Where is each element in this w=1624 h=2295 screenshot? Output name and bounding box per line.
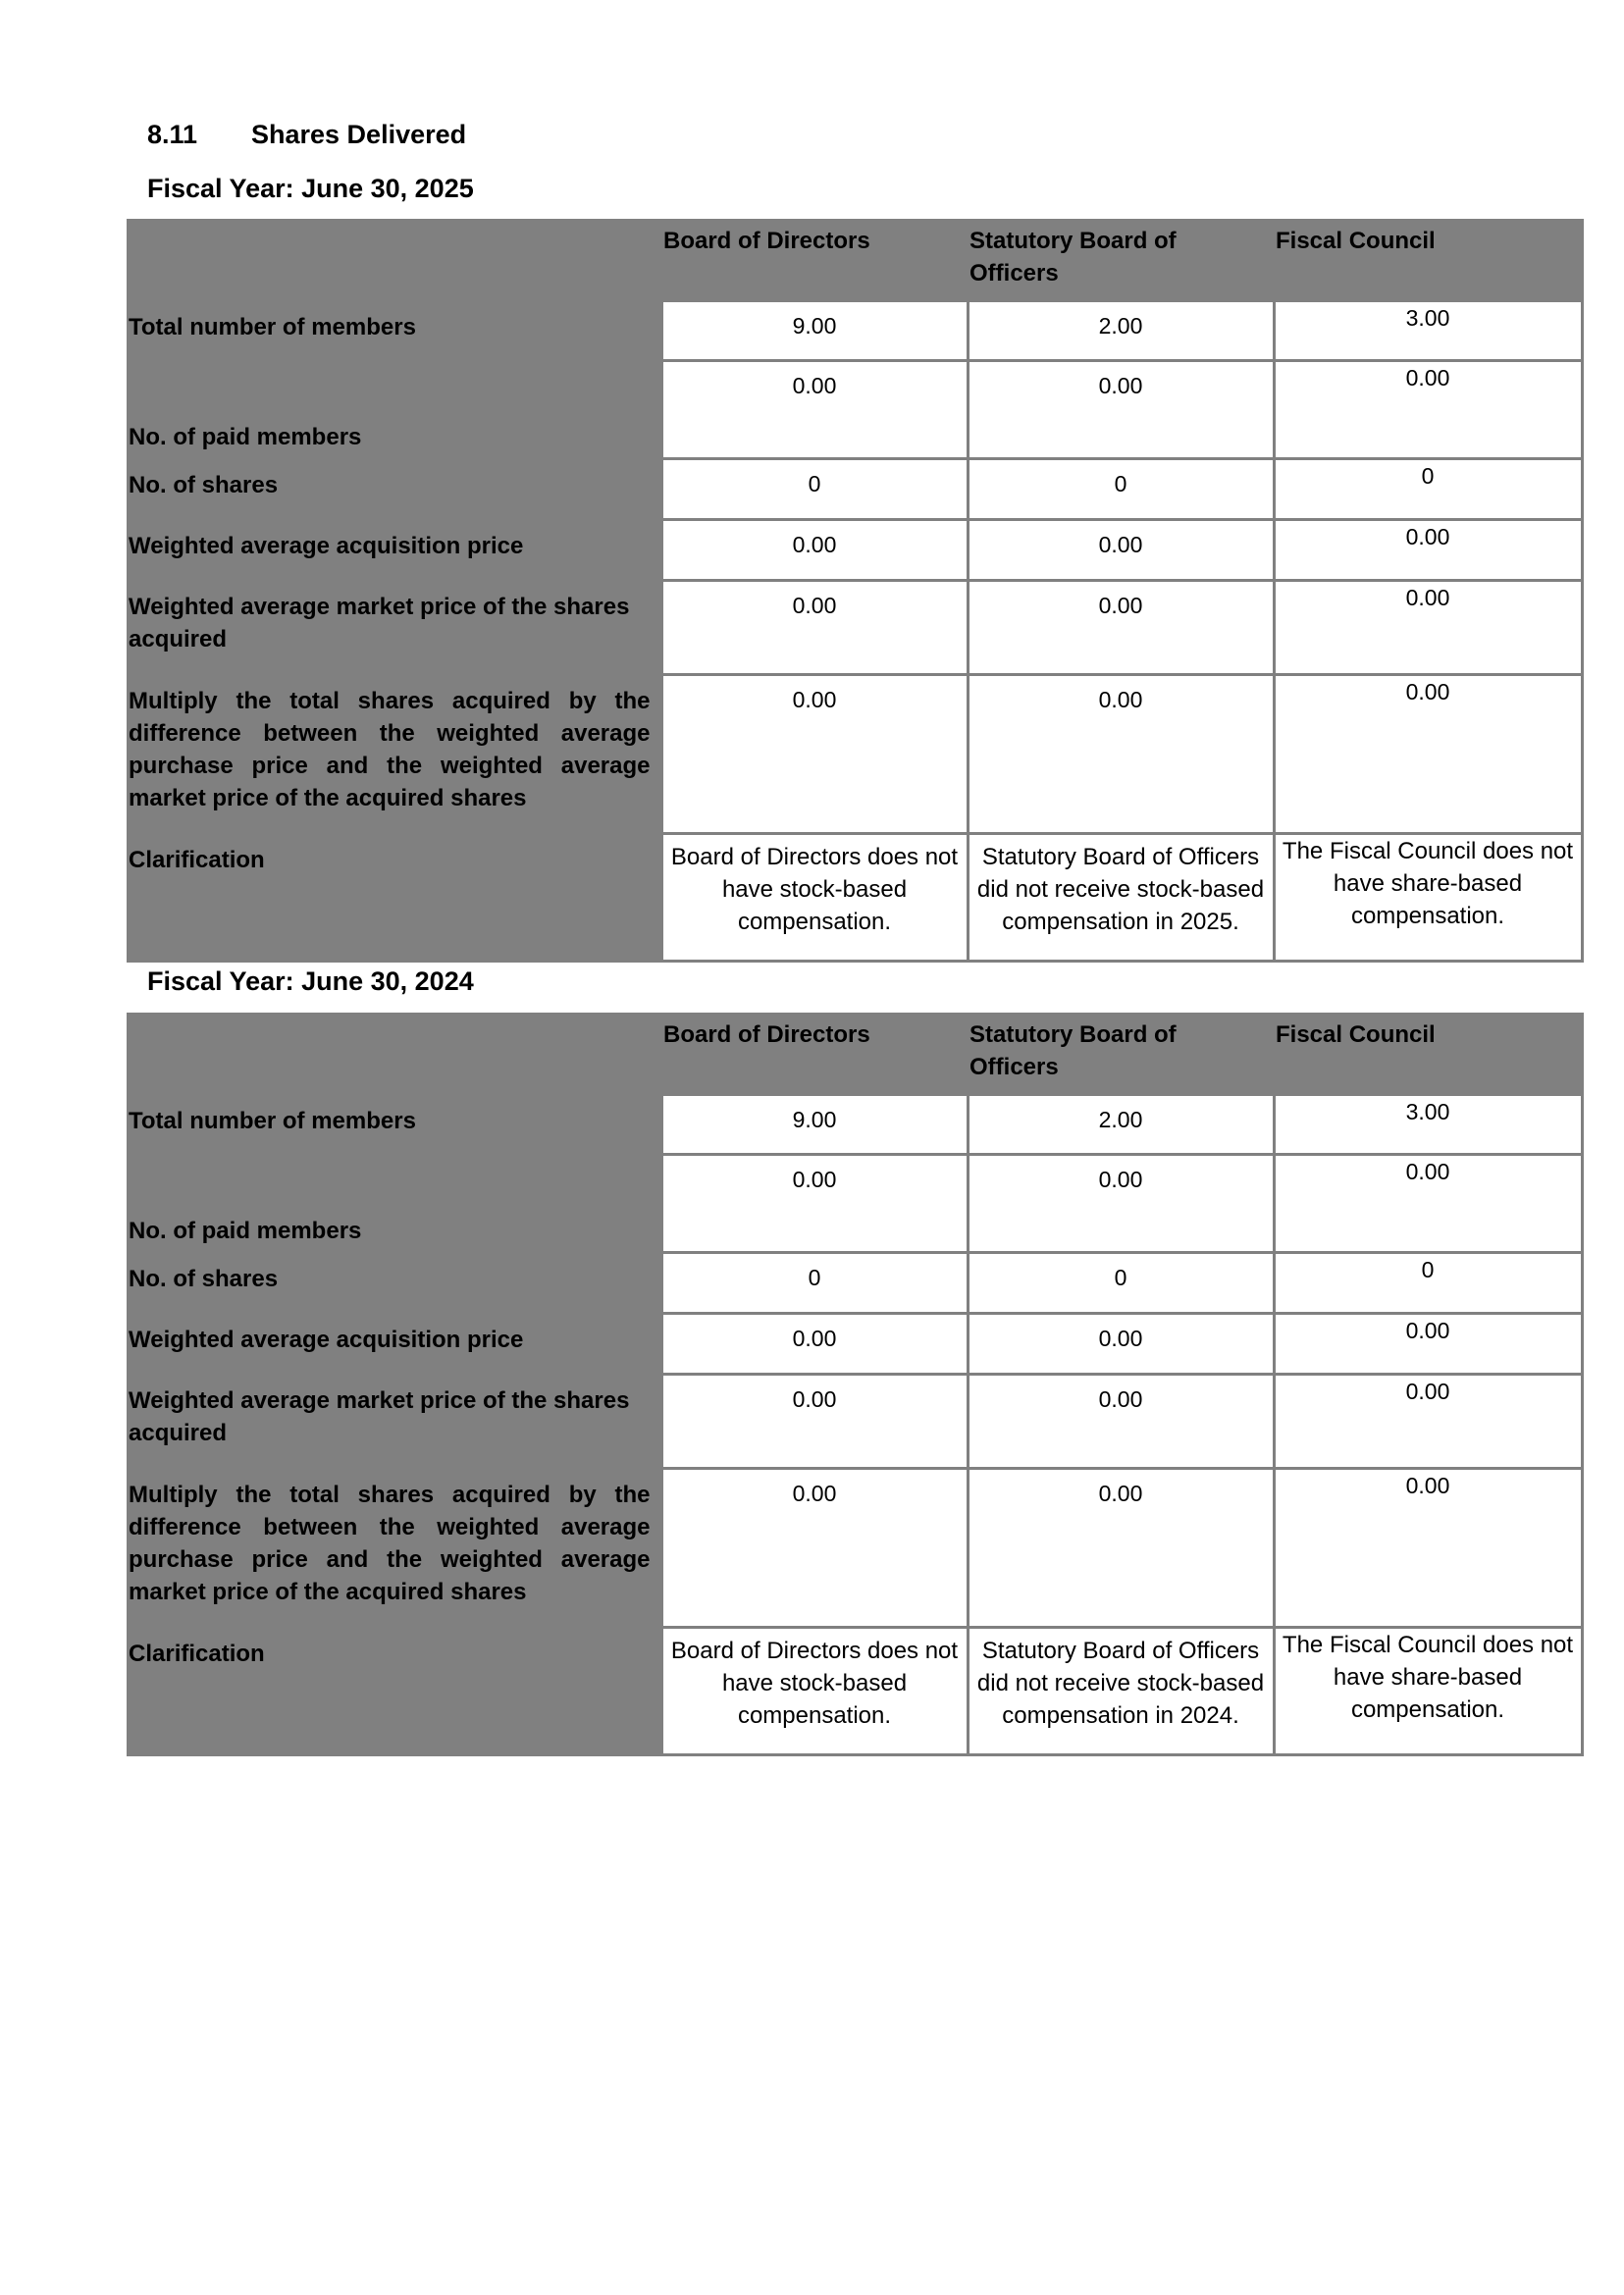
cell-value: 0.00 bbox=[968, 1314, 1274, 1375]
cell-value: 0 bbox=[968, 459, 1274, 520]
cell-value: 0.00 bbox=[1274, 675, 1582, 834]
col-header-statutory-board: Statutory Board of Officers bbox=[968, 219, 1274, 301]
table-row bbox=[127, 1253, 1582, 1314]
cell-note: Board of Directors does not have stock-based compensation. bbox=[661, 834, 968, 962]
table-row bbox=[127, 581, 1582, 675]
table-row bbox=[127, 1095, 1582, 1155]
table-row bbox=[127, 1155, 1582, 1253]
fiscal-year-title-2025: Fiscal Year: June 30, 2025 bbox=[147, 174, 474, 203]
table-row bbox=[127, 834, 1582, 962]
row-label-paid-members: No. of paid members bbox=[127, 361, 661, 459]
cell-value: 0 bbox=[661, 459, 968, 520]
cell-value: 0.00 bbox=[661, 581, 968, 675]
section-title: Shares Delivered bbox=[251, 120, 467, 149]
col-header-statutory-board: Statutory Board of Officers bbox=[968, 1013, 1274, 1095]
cell-value: 0.00 bbox=[968, 581, 1274, 675]
cell-value: 0.00 bbox=[1274, 520, 1582, 581]
cell-value: 0.00 bbox=[968, 520, 1274, 581]
cell-value: 0.00 bbox=[1274, 1375, 1582, 1469]
row-label-acq-price: Weighted average acquisition price bbox=[127, 1314, 661, 1375]
cell-value: 0.00 bbox=[661, 1469, 968, 1628]
cell-value: 0.00 bbox=[968, 1375, 1274, 1469]
cell-value: 0.00 bbox=[968, 675, 1274, 834]
row-label-clarification: Clarification bbox=[127, 1628, 661, 1755]
fiscal-year-title-2024: Fiscal Year: June 30, 2024 bbox=[147, 966, 474, 996]
cell-value: 0.00 bbox=[661, 520, 968, 581]
cell-value: 0.00 bbox=[661, 1314, 968, 1375]
cell-value: 9.00 bbox=[661, 1095, 968, 1155]
section-number: 8.11 bbox=[147, 120, 198, 149]
section-heading bbox=[147, 118, 466, 151]
cell-value: 0.00 bbox=[1274, 1155, 1582, 1253]
table-row bbox=[127, 520, 1582, 581]
cell-value: 0.00 bbox=[968, 1469, 1274, 1628]
row-label-market-price: Weighted average market price of the shares acquired bbox=[127, 1375, 661, 1469]
col-header-fiscal-council: Fiscal Council bbox=[1274, 219, 1582, 301]
cell-value: 3.00 bbox=[1274, 1095, 1582, 1155]
cell-value: 0 bbox=[1274, 459, 1582, 520]
cell-value: 2.00 bbox=[968, 1095, 1274, 1155]
row-label-acq-price: Weighted average acquisition price bbox=[127, 520, 661, 581]
header-blank bbox=[127, 1013, 661, 1095]
row-label-num-shares: No. of shares bbox=[127, 459, 661, 520]
row-label-num-shares: No. of shares bbox=[127, 1253, 661, 1314]
row-label-clarification: Clarification bbox=[127, 834, 661, 962]
cell-value: 0.00 bbox=[661, 361, 968, 459]
cell-value: 0.00 bbox=[1274, 361, 1582, 459]
table-row bbox=[127, 1314, 1582, 1375]
header-row bbox=[127, 219, 1582, 301]
row-label-multiply: Multiply the total shares acquired by the difference between the weighted average purchase price and the weighted average market price of the acquired shares bbox=[127, 675, 661, 834]
col-header-fiscal-council: Fiscal Council bbox=[1274, 1013, 1582, 1095]
cell-note: Statutory Board of Officers did not receive stock-based compensation in 2024. bbox=[968, 1628, 1274, 1755]
cell-value: 0.00 bbox=[968, 361, 1274, 459]
row-label-total-members: Total number of members bbox=[127, 1095, 661, 1155]
cell-value: 0.00 bbox=[1274, 1469, 1582, 1628]
cell-value: 0 bbox=[1274, 1253, 1582, 1314]
cell-note: Statutory Board of Officers did not receive stock-based compensation in 2025. bbox=[968, 834, 1274, 962]
col-header-board-of-directors: Board of Directors bbox=[661, 219, 968, 301]
cell-value: 0.00 bbox=[661, 1155, 968, 1253]
cell-value: 0 bbox=[661, 1253, 968, 1314]
col-header-board-of-directors: Board of Directors bbox=[661, 1013, 968, 1095]
table-row bbox=[127, 361, 1582, 459]
cell-note: Board of Directors does not have stock-based compensation. bbox=[661, 1628, 968, 1755]
table-row bbox=[127, 459, 1582, 520]
row-label-multiply: Multiply the total shares acquired by the difference between the weighted average purchase price and the weighted average market price of the acquired shares bbox=[127, 1469, 661, 1628]
cell-value: 0.00 bbox=[1274, 1314, 1582, 1375]
header-blank bbox=[127, 219, 661, 301]
row-label-total-members: Total number of members bbox=[127, 301, 661, 361]
table-row bbox=[127, 1628, 1582, 1755]
header-row bbox=[127, 1013, 1582, 1095]
cell-note: The Fiscal Council does not have share-based compensation. bbox=[1274, 834, 1582, 962]
table-row bbox=[127, 1375, 1582, 1469]
shares-table-2025 bbox=[127, 219, 1584, 963]
table-row bbox=[127, 301, 1582, 361]
cell-value: 2.00 bbox=[968, 301, 1274, 361]
table-row bbox=[127, 675, 1582, 834]
cell-value: 0.00 bbox=[968, 1155, 1274, 1253]
row-label-market-price: Weighted average market price of the shares acquired bbox=[127, 581, 661, 675]
cell-value: 3.00 bbox=[1274, 301, 1582, 361]
cell-note: The Fiscal Council does not have share-based compensation. bbox=[1274, 1628, 1582, 1755]
cell-value: 0.00 bbox=[661, 675, 968, 834]
table-row bbox=[127, 1469, 1582, 1628]
cell-value: 0.00 bbox=[1274, 581, 1582, 675]
cell-value: 0.00 bbox=[661, 1375, 968, 1469]
row-label-paid-members: No. of paid members bbox=[127, 1155, 661, 1253]
shares-table-2024 bbox=[127, 1013, 1584, 1756]
cell-value: 9.00 bbox=[661, 301, 968, 361]
cell-value: 0 bbox=[968, 1253, 1274, 1314]
